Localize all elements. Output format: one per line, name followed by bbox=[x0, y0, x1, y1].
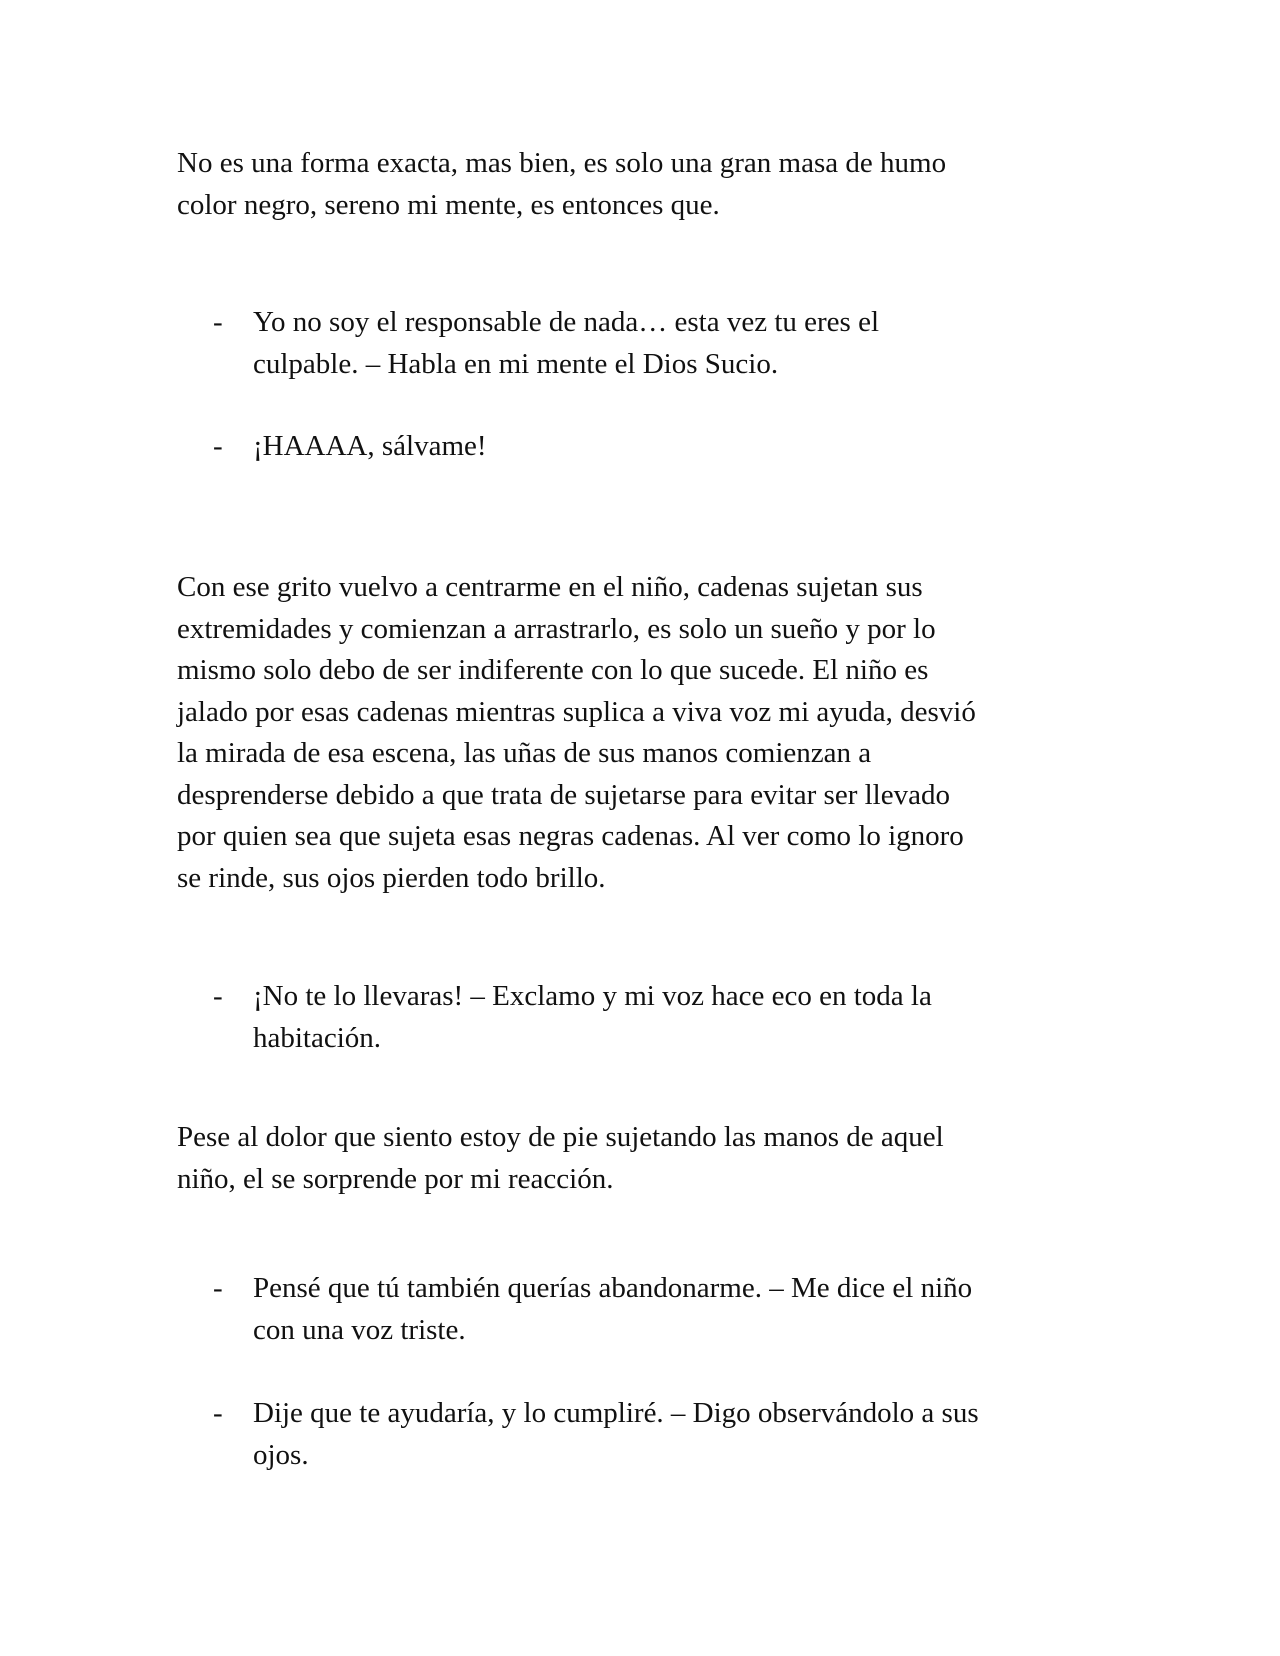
paragraph-chains bbox=[177, 567, 1117, 899]
text-line: culpable. – Habla en mi mente el Dios Sucio. bbox=[253, 347, 779, 380]
dialogue-dash: - bbox=[213, 1272, 223, 1304]
text-line: ¡HAAAA, sálvame! bbox=[253, 430, 487, 462]
text-line: la mirada de esa escena, las uñas de sus manos comienzan a bbox=[177, 737, 872, 769]
text-line: Pensé que tú también querías abandonarme. – Me dice el niño bbox=[253, 1272, 973, 1304]
text-line: habitación. bbox=[253, 1021, 382, 1054]
text-line: se rinde, sus ojos pierden todo brillo. bbox=[177, 861, 606, 894]
text-line: color negro, sereno mi mente, es entonces que. bbox=[177, 188, 720, 221]
dialogue-text bbox=[253, 1393, 1113, 1476]
dialogue-text bbox=[253, 302, 1113, 385]
text-line: Dije que te ayudaría, y lo cumpliré. – Digo observándolo a sus bbox=[253, 1397, 979, 1429]
paragraph-holding-hands bbox=[177, 1117, 1117, 1200]
text-line: Con ese grito vuelvo a centrarme en el niño, cadenas sujetan sus bbox=[177, 571, 923, 603]
text-line: extremidades y comienzan a arrastrarlo, es solo un sueño y por lo bbox=[177, 612, 936, 645]
text-line: por quien sea que sujeta esas negras cadenas. Al ver como lo ignoro bbox=[177, 820, 964, 852]
paragraph-smoke-mass bbox=[177, 143, 1117, 226]
dialogue-text bbox=[253, 976, 1113, 1059]
text-line: jalado por esas cadenas mientras suplica a viva voz mi ayuda, desvió bbox=[177, 695, 976, 728]
text-line: con una voz triste. bbox=[253, 1313, 466, 1346]
dialogue-text bbox=[253, 426, 1113, 468]
dialogue-dash: - bbox=[213, 1397, 223, 1429]
text-line: Yo no soy el responsable de nada… esta vez tu eres el bbox=[253, 306, 880, 338]
text-line: mismo solo debo de ser indiferente con lo que sucede. El niño es bbox=[177, 654, 929, 686]
dialogue-dash: - bbox=[213, 980, 223, 1012]
text-line: niño, el se sorprende por mi reacción. bbox=[177, 1162, 614, 1195]
dialogue-text bbox=[253, 1268, 1113, 1351]
text-line: ¡No te lo llevaras! – Exclamo y mi voz hace eco en toda la bbox=[253, 980, 932, 1012]
text-line: No es una forma exacta, mas bien, es solo una gran masa de humo bbox=[177, 147, 947, 179]
text-line: Pese al dolor que siento estoy de pie sujetando las manos de aquel bbox=[177, 1121, 944, 1153]
dialogue-dash: - bbox=[213, 430, 223, 462]
text-line: ojos. bbox=[253, 1438, 309, 1471]
dialogue-dash: - bbox=[213, 306, 223, 338]
text-line: desprenderse debido a que trata de sujetarse para evitar ser llevado bbox=[177, 778, 950, 811]
